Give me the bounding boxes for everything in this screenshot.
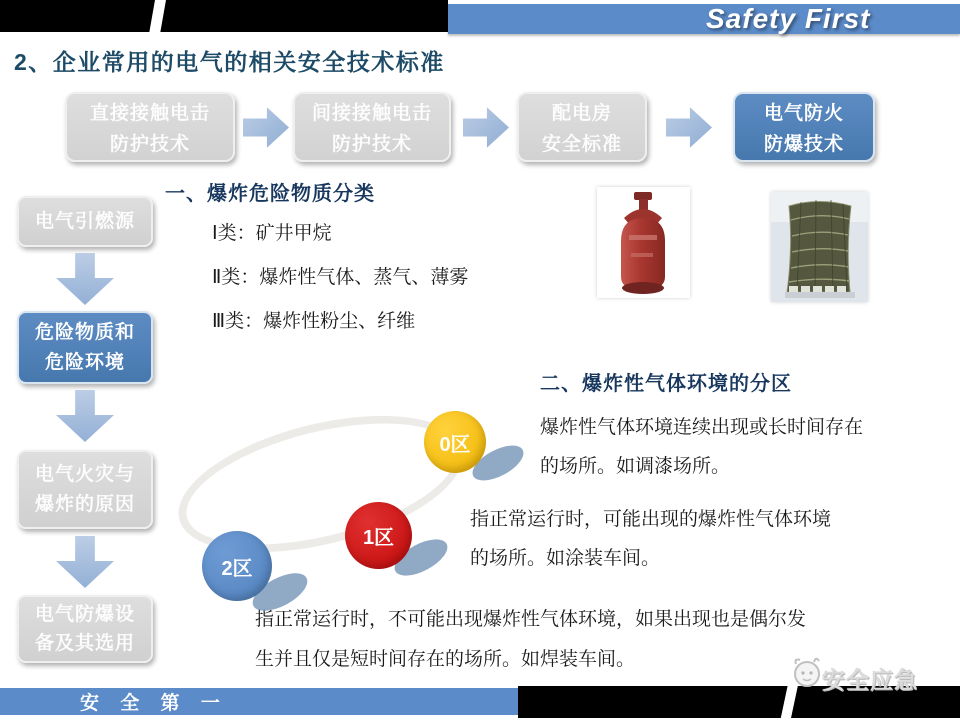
sidebar-item-label: 危险物质和 <box>34 322 135 344</box>
flow-box-label: 间接接触电击 <box>311 103 432 124</box>
zone-1-description <box>470 500 831 578</box>
class-item-2: Ⅱ类：爆炸性气体、蒸气、薄雾 <box>212 267 469 288</box>
sidebar-item-label: 电气防爆设 <box>34 603 135 625</box>
sidebar-item-label: 电气引燃源 <box>34 210 135 232</box>
top-black-bar <box>0 0 448 32</box>
top-blue-bar <box>448 4 960 34</box>
down-arrow-icon <box>56 536 114 588</box>
flow-box-label: 配电房 <box>551 103 612 124</box>
flow-box-label: 安全标准 <box>541 134 622 155</box>
zone-0-desc-line2: 的场所。如调漆场所。 <box>540 456 731 477</box>
watermark-text: 安全应急 <box>822 667 918 693</box>
right-arrow-icon <box>666 105 712 150</box>
flow-box-power-room[interactable] <box>517 92 647 162</box>
zone-2-label: 2区 <box>221 557 253 580</box>
zone-0-label: 0区 <box>439 433 471 456</box>
footer-slogan: 安 全 第 一 <box>80 693 228 714</box>
flow-box-label: 电气防火 <box>763 103 844 124</box>
zone-2-desc-line2: 生并且仅是短时间存在的场所。如焊装车间。 <box>255 649 636 670</box>
sidebar-item-hazardous-materials[interactable] <box>17 311 153 384</box>
mascot-logo-icon <box>788 656 824 697</box>
zone-2-description <box>255 600 806 680</box>
zone-2-badge[interactable] <box>202 531 272 601</box>
zone-1-desc-line1: 指正常运行时，可能出现的爆炸性气体环境 <box>470 509 832 530</box>
down-arrow-icon <box>56 253 114 305</box>
flow-box-label: 防护技术 <box>331 134 412 155</box>
flow-box-label: 防护技术 <box>109 134 190 155</box>
flow-box-direct-contact[interactable] <box>65 92 235 162</box>
zone-0-badge[interactable] <box>424 411 486 473</box>
right-arrow-icon <box>243 105 289 150</box>
sidebar-item-label: 爆炸的原因 <box>34 493 135 515</box>
right-arrow-icon <box>463 105 509 150</box>
sidebar-item-label: 危险环境 <box>44 351 125 373</box>
zone-1-desc-line2: 的场所。如涂装车间。 <box>470 548 661 569</box>
flow-box-label: 防爆技术 <box>763 134 844 155</box>
zone-1-badge[interactable] <box>345 502 412 569</box>
flow-box-label: 直接接触电击 <box>89 103 210 124</box>
section-zones-title: 二、爆炸性气体环境的分区 <box>540 373 792 395</box>
zone-0-description <box>540 408 863 486</box>
sidebar-item-label: 电气火灾与 <box>34 464 135 486</box>
section-classification-title: 一、爆炸危险物质分类 <box>165 183 375 205</box>
sidebar-item-label: 备及其选用 <box>34 633 135 654</box>
page-title: 2、企业常用的电气的相关安全技术标准 <box>14 49 445 75</box>
zone-2-desc-line1: 指正常运行时，不可能出现爆炸性气体环境，如果出现也是偶尔发 <box>255 609 807 630</box>
zone-1-label: 1区 <box>362 527 395 549</box>
class-item-1: Ⅰ类：矿井甲烷 <box>212 223 332 244</box>
class-item-3: Ⅲ类：爆炸性粉尘、纤维 <box>212 311 416 332</box>
down-arrow-icon <box>56 390 114 442</box>
sidebar-item-fire-explosion-causes[interactable] <box>17 450 153 529</box>
flow-box-indirect-contact[interactable] <box>293 92 451 162</box>
cooling-tower-image <box>771 192 868 302</box>
brand-slogan: Safety First <box>706 3 871 34</box>
bottom-blue-bar <box>0 688 518 715</box>
gas-cylinder-image <box>597 187 690 298</box>
flow-box-fire-explosion-protection[interactable] <box>733 92 875 162</box>
zone-0-desc-line1: 爆炸性气体环境连续出现或长时间存在 <box>540 417 864 438</box>
sidebar-item-explosionproof-equipment[interactable] <box>17 595 153 663</box>
sidebar-item-ignition-source[interactable] <box>17 196 153 247</box>
